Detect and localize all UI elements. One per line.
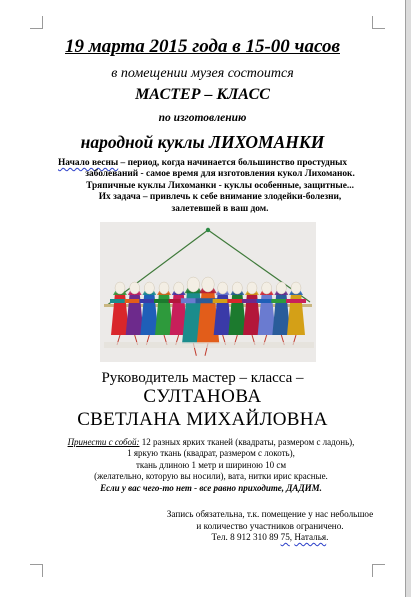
event-title: МАСТЕР – КЛАСС (135, 86, 270, 103)
spell-check-mark: Начало весны (58, 158, 119, 168)
signup-phone: Тел. 8 912 310 89 75, Наталья. (211, 532, 329, 543)
bring-header: Принести с собой: (67, 437, 140, 447)
contact-name: Наталья (294, 532, 327, 543)
signup-line-2: и количество участников ограничено. (196, 520, 344, 531)
event-purpose: по изготовлению (158, 112, 247, 124)
event-location: в помещении музея состоится (111, 66, 294, 81)
intro-line-4: Их задача – привлечь к себе внимание злодейки-болезни, (98, 192, 342, 203)
margin-corner-bottom-right (372, 564, 385, 577)
intro-paragraph (50, 158, 390, 215)
dolls-photo (100, 222, 316, 362)
intro-line-5: залетевшей в ваш дом. (171, 203, 269, 214)
intro-line-1: Начало весны – период, когда начинается большинство простудных (58, 158, 348, 168)
intro-line-3: Тряпичные куклы Лихоманки - куклы особенные, защитные... (86, 180, 354, 191)
bring-line-4: (желательно, которую вы носили), вата, нитки ирис красные. (94, 471, 328, 482)
margin-corner-top-right (372, 16, 385, 29)
leader-role: Руководитель мастер – класса – (101, 370, 304, 386)
bring-line-2: 1 яркую ткань (квадрат, размером с локоть), (127, 448, 295, 459)
signup-line-1: Запись обязательна, т.к. помещение у нас небольшое (166, 509, 374, 519)
leader-surname: СУЛТАНОВА (143, 386, 262, 407)
bring-note: Если у вас чего-то нет - все равно приходите, ДАДИМ. (100, 482, 322, 493)
bring-line-3: ткань длиною 1 метр и шириною 10 см (135, 459, 287, 470)
bring-line-1: Принести с собой: 12 разных ярких тканей (квадраты, размером с ладонь), (67, 437, 355, 447)
bring-list (36, 437, 386, 494)
margin-corner-top-left (30, 16, 43, 29)
leader-name: СВЕТЛАНА МИХАЙЛОВНА (77, 409, 328, 430)
intro-line-2: заболеваний - самое время для изготовления кукол Лихоманок. (85, 169, 355, 180)
event-date-time: 19 марта 2015 года в 15-00 часов (65, 36, 340, 57)
margin-corner-bottom-left (30, 564, 43, 577)
doll-name: народной куклы ЛИХОМАНКИ (80, 132, 325, 152)
signup-info (150, 509, 390, 544)
